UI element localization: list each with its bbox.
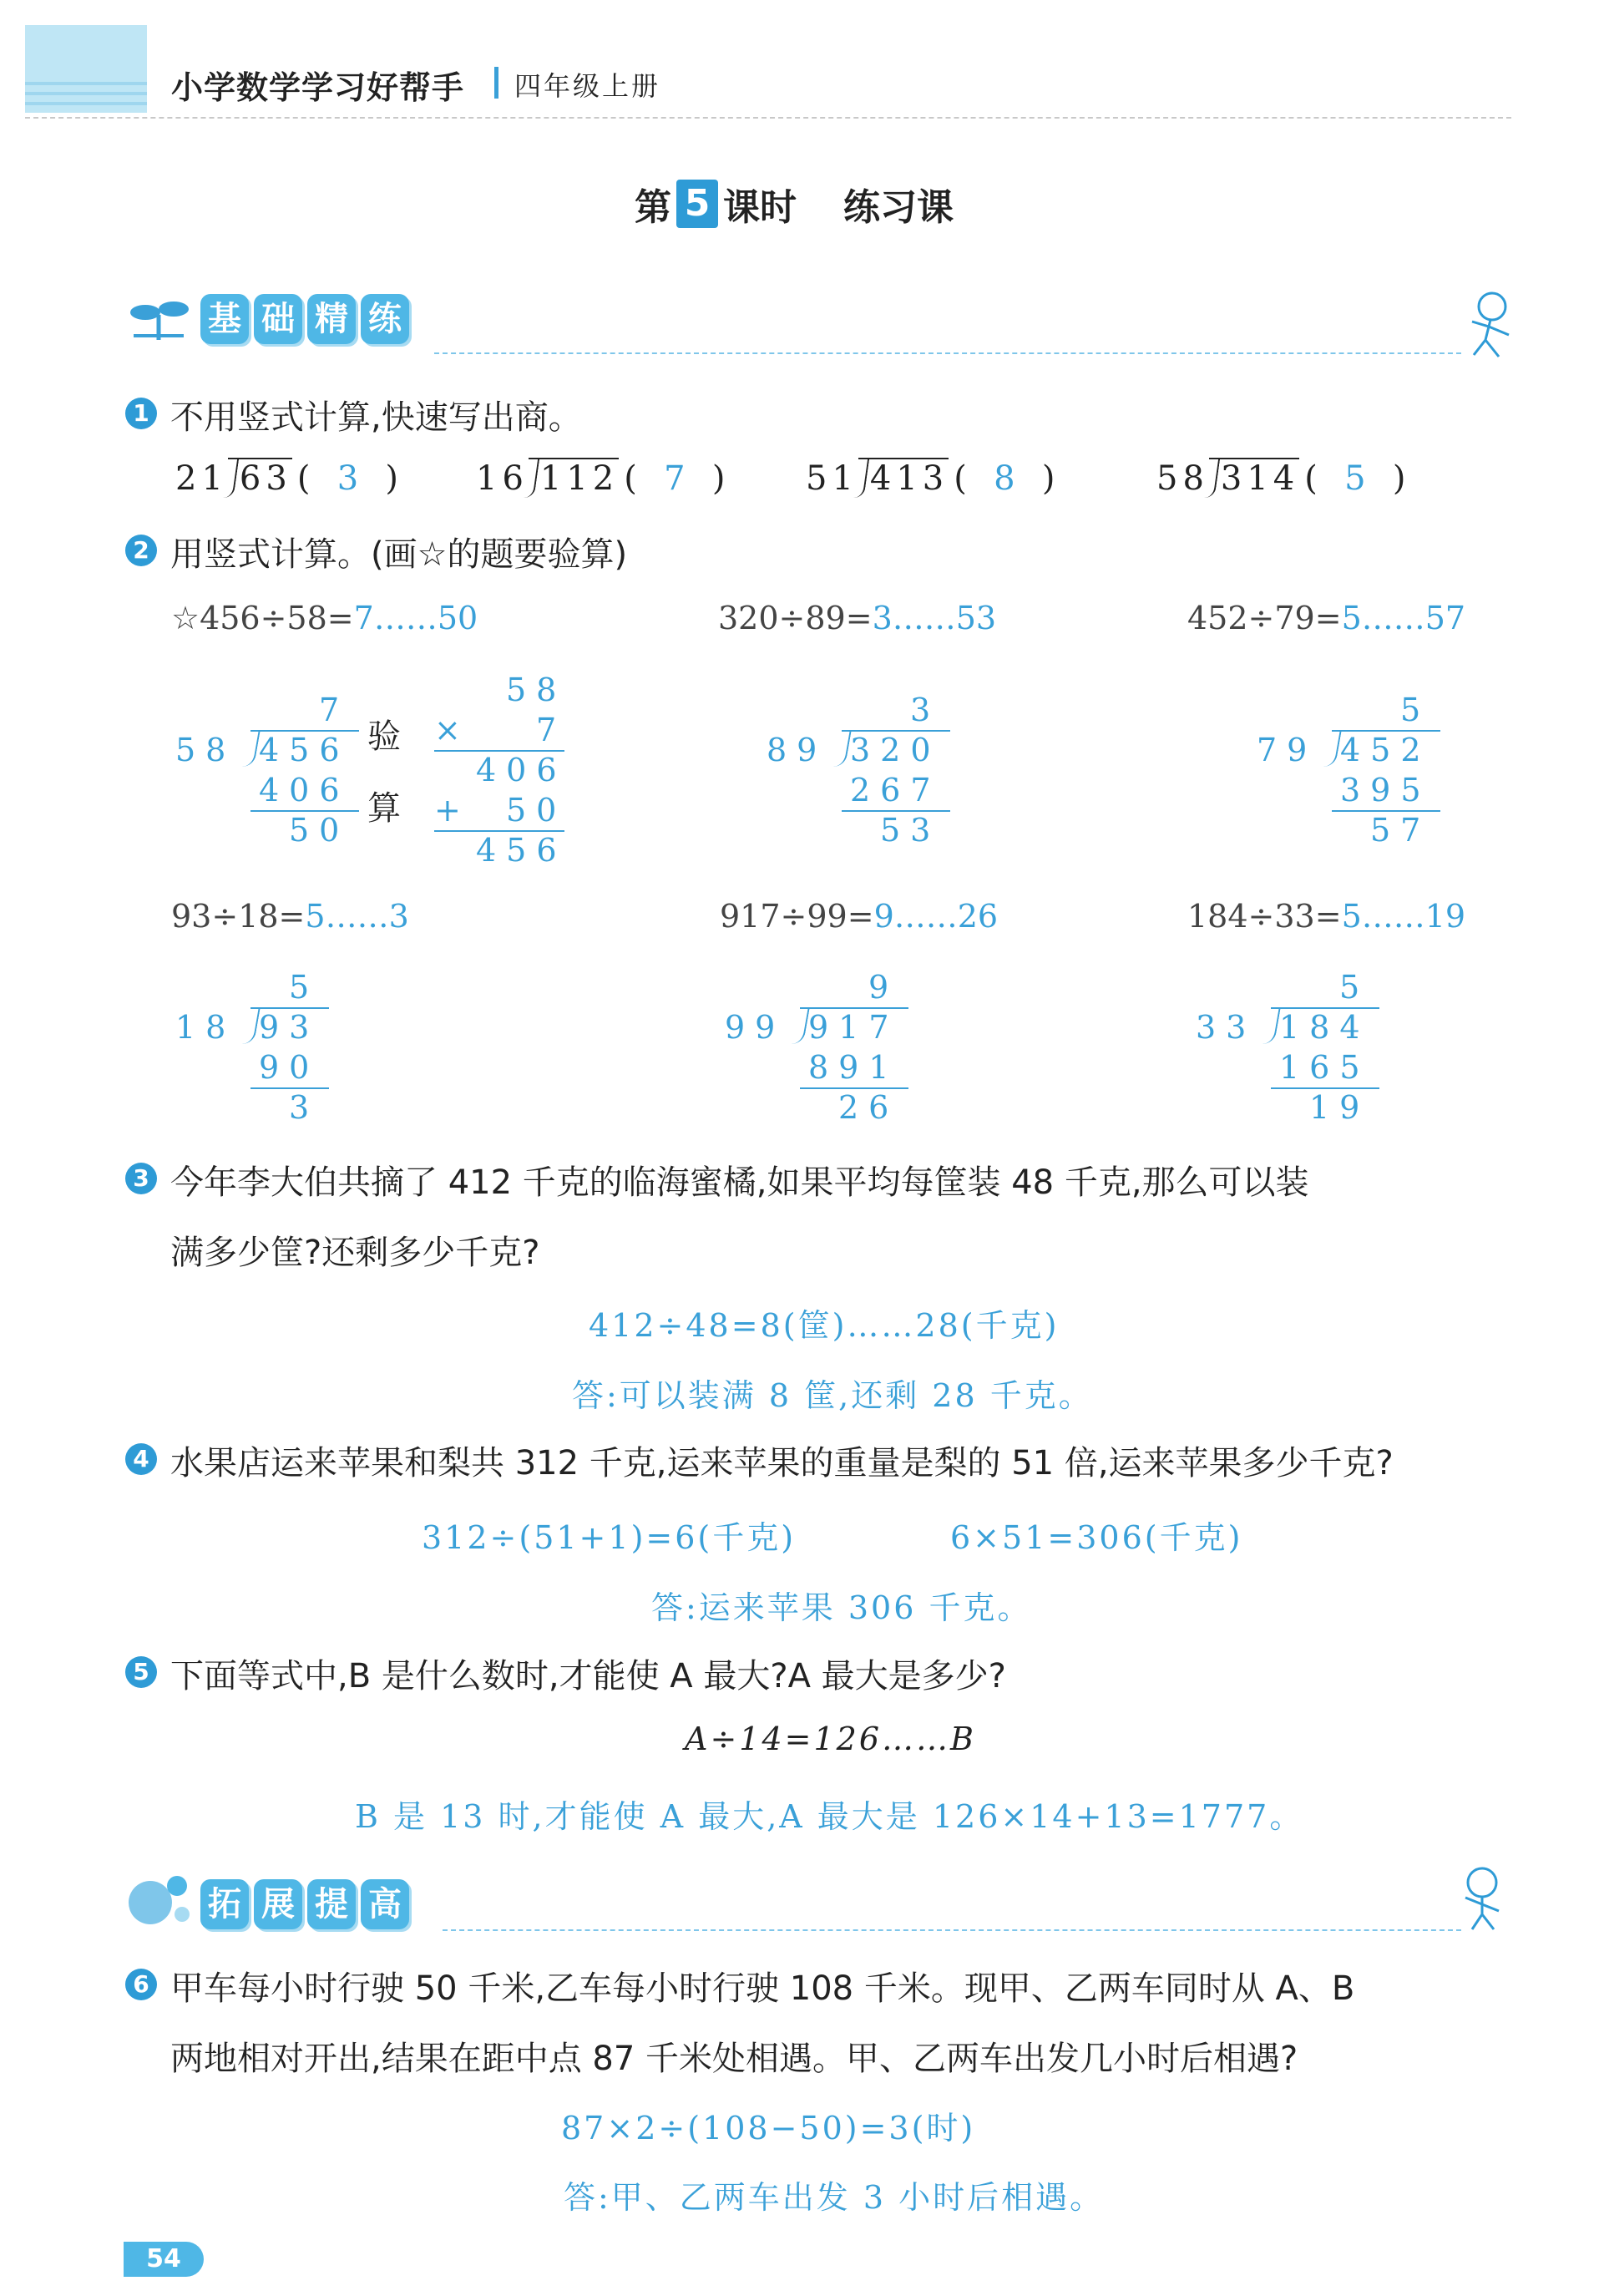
question-number-3: 3	[125, 1163, 157, 1194]
equation-4	[171, 898, 409, 935]
product: 267	[850, 772, 941, 808]
check-label: 验	[367, 717, 401, 756]
question-6-line-2: 两地相对开出,结果在距中点 87 千米处相遇。甲、乙两车出发几小时后相遇?	[170, 2040, 1298, 2078]
divisor: 79	[1257, 732, 1318, 768]
equation-6	[1187, 898, 1465, 935]
dividend: 917	[808, 1009, 899, 1046]
dividend: 413	[858, 458, 949, 498]
header-stripe	[25, 92, 147, 95]
product: 891	[808, 1049, 899, 1086]
header-divider	[494, 67, 498, 99]
dividend: 63	[228, 458, 292, 498]
lesson-name: 练习课	[843, 186, 954, 229]
question-5-text: 下面等式中,B 是什么数时,才能使 A 最大?A 最大是多少?	[170, 1657, 1006, 1695]
quotient-answer: 8	[994, 459, 1015, 498]
equation-2	[718, 600, 996, 636]
equation-expr: ☆456÷58=	[171, 600, 354, 636]
lesson-number-badge: 5	[676, 180, 718, 228]
remainder: 26	[838, 1089, 899, 1126]
question-4-calculation-2: 6×51=306(千克)	[950, 1519, 1243, 1556]
quick-division-3: 51 413 ( 8 )	[806, 459, 1055, 498]
plus-sign: +	[434, 792, 461, 829]
equation-5	[720, 898, 998, 935]
dividend: 452	[1340, 732, 1431, 768]
equation-expr: 184÷33=	[1187, 898, 1342, 935]
product: 165	[1279, 1049, 1370, 1086]
lesson-title	[635, 177, 954, 231]
division-bracket	[792, 1007, 810, 1044]
banner-char: 展	[254, 1879, 302, 1929]
question-3-line-1: 今年李大伯共摘了 412 千克的临海蜜橘,如果平均每筐装 48 千克,那么可以装	[170, 1163, 1309, 1202]
question-1-text: 不用竖式计算,快速写出商。	[170, 398, 582, 437]
divisor: 51	[806, 459, 858, 498]
equation-3	[1187, 600, 1465, 636]
division-bracket	[242, 1007, 261, 1044]
remainder: 50	[289, 812, 350, 849]
banner-char: 高	[361, 1879, 409, 1929]
header-stripe	[25, 102, 147, 105]
equation-answer: 7……50	[353, 600, 478, 636]
question-5-answer: B 是 13 时,才能使 A 最大,A 最大是 126×14+13=1777。	[355, 1798, 1304, 1835]
quick-division-2: 16 112 ( 7 )	[476, 459, 726, 498]
remainder: 3	[289, 1089, 320, 1126]
remainder: 53	[880, 812, 941, 849]
equation-answer: 5……19	[1341, 898, 1466, 935]
header-dashed-rule	[25, 117, 1511, 119]
question-3-line-2: 满多少筐?还剩多少千克?	[170, 1234, 540, 1272]
dividend: 112	[529, 458, 619, 498]
multiply-sign: ×	[434, 712, 461, 748]
quotient-answer: 7	[664, 459, 686, 498]
divisor: 16	[476, 459, 529, 498]
quotient: 5	[1400, 692, 1431, 728]
banner-char: 练	[361, 294, 409, 344]
division-bracket	[1323, 730, 1342, 767]
dividend: 93	[259, 1009, 320, 1046]
divisor: 89	[767, 732, 827, 768]
dividend: 320	[850, 732, 941, 768]
dividend: 456	[259, 732, 350, 768]
equation-answer: 5……57	[1341, 600, 1466, 636]
book-title: 小学数学学习好帮手	[171, 69, 465, 106]
banner-char: 拓	[200, 1879, 249, 1929]
section-banner-basic	[200, 294, 409, 344]
header-tab-decoration	[25, 25, 147, 113]
page-number: 54	[124, 2242, 204, 2277]
quotient: 9	[868, 969, 899, 1006]
check-label: 算	[367, 789, 401, 828]
remainder: 19	[1309, 1089, 1370, 1126]
equation-answer: 3……53	[872, 600, 997, 636]
divisor: 58	[175, 732, 236, 768]
equation-expr: 93÷18=	[171, 898, 306, 935]
question-4-answer: 答:运来苹果 306 千克。	[651, 1589, 1032, 1626]
running-kid-icon	[1457, 288, 1520, 363]
header-stripe	[25, 82, 147, 85]
divisor: 33	[1196, 1009, 1257, 1046]
quick-division-4: 58 314 ( 5 )	[1156, 459, 1406, 498]
check-sum: 456	[476, 832, 567, 869]
check-product: 406	[476, 752, 567, 788]
quotient: 5	[1339, 969, 1370, 1006]
equation-answer: 5……3	[305, 898, 409, 935]
question-4-calculation-1: 312÷(51+1)=6(千克)	[422, 1519, 797, 1556]
question-6-line-1: 甲车每小时行驶 50 千米,乙车每小时行驶 108 千米。现甲、乙两车同时从 A、B	[170, 1969, 1355, 2008]
question-number-1: 1	[125, 398, 157, 429]
equation-expr: 320÷89=	[718, 600, 873, 636]
quotient: 3	[910, 692, 941, 728]
remainder: 57	[1370, 812, 1431, 849]
book-subtitle: 四年级上册	[514, 70, 661, 102]
quotient-answer: 5	[1344, 459, 1366, 498]
divisor: 99	[725, 1009, 786, 1046]
equation-expr: 452÷79=	[1187, 600, 1342, 636]
sprout-icon	[125, 294, 192, 344]
divisor: 21	[175, 459, 228, 498]
equation-expr: 917÷99=	[720, 898, 874, 935]
question-number-6: 6	[125, 1969, 157, 2000]
banner-char: 基	[200, 294, 249, 344]
division-bracket	[242, 730, 261, 767]
question-3-calculation: 412÷48=8(筐)……28(千克)	[589, 1307, 1060, 1344]
banner-char: 提	[307, 1879, 356, 1929]
division-bracket	[1263, 1007, 1281, 1044]
question-6-answer: 答:甲、乙两车出发 3 小时后相遇。	[564, 2179, 1105, 2216]
question-number-2: 2	[125, 535, 157, 566]
check-multiplicand: 58	[506, 672, 567, 708]
lesson-prefix: 第	[635, 186, 671, 229]
divisor: 58	[1156, 459, 1209, 498]
question-6-calculation: 87×2÷(108−50)=3(时)	[561, 2110, 976, 2146]
check-multiplier: 7	[536, 712, 567, 748]
section-dashed-rule	[443, 1929, 1461, 1931]
lesson-suffix: 课时	[723, 186, 797, 229]
divisor: 18	[175, 1009, 236, 1046]
quotient: 7	[319, 692, 350, 728]
quick-division-1: 21 63 ( 3 )	[175, 459, 399, 498]
product: 406	[259, 772, 350, 808]
equation-1	[171, 600, 478, 636]
product: 395	[1340, 772, 1431, 808]
equation-answer: 9……26	[873, 898, 999, 935]
question-number-4: 4	[125, 1443, 157, 1475]
question-number-5: 5	[125, 1656, 157, 1688]
check-addend: 50	[506, 792, 567, 829]
division-bracket	[833, 730, 852, 767]
question-5-equation: A÷14=126……B	[685, 1721, 976, 1757]
banner-char: 精	[307, 294, 356, 344]
question-3-answer: 答:可以装满 8 筐,还剩 28 千克。	[572, 1377, 1093, 1414]
section-dashed-rule	[434, 352, 1461, 354]
dividend: 184	[1279, 1009, 1370, 1046]
banner-char: 础	[254, 294, 302, 344]
dividend: 314	[1209, 458, 1299, 498]
section-banner-extend	[200, 1879, 409, 1929]
thinking-kid-icon	[1449, 1863, 1520, 1934]
question-2-text: 用竖式计算。(画☆的题要验算)	[170, 535, 628, 574]
quotient-answer: 3	[336, 459, 359, 498]
question-4-text: 水果店运来苹果和梨共 312 千克,运来苹果的重量是梨的 51 倍,运来苹果多少千克?	[170, 1444, 1394, 1483]
product: 90	[259, 1049, 320, 1086]
bubbles-icon	[122, 1864, 197, 1931]
quotient: 5	[289, 969, 320, 1006]
